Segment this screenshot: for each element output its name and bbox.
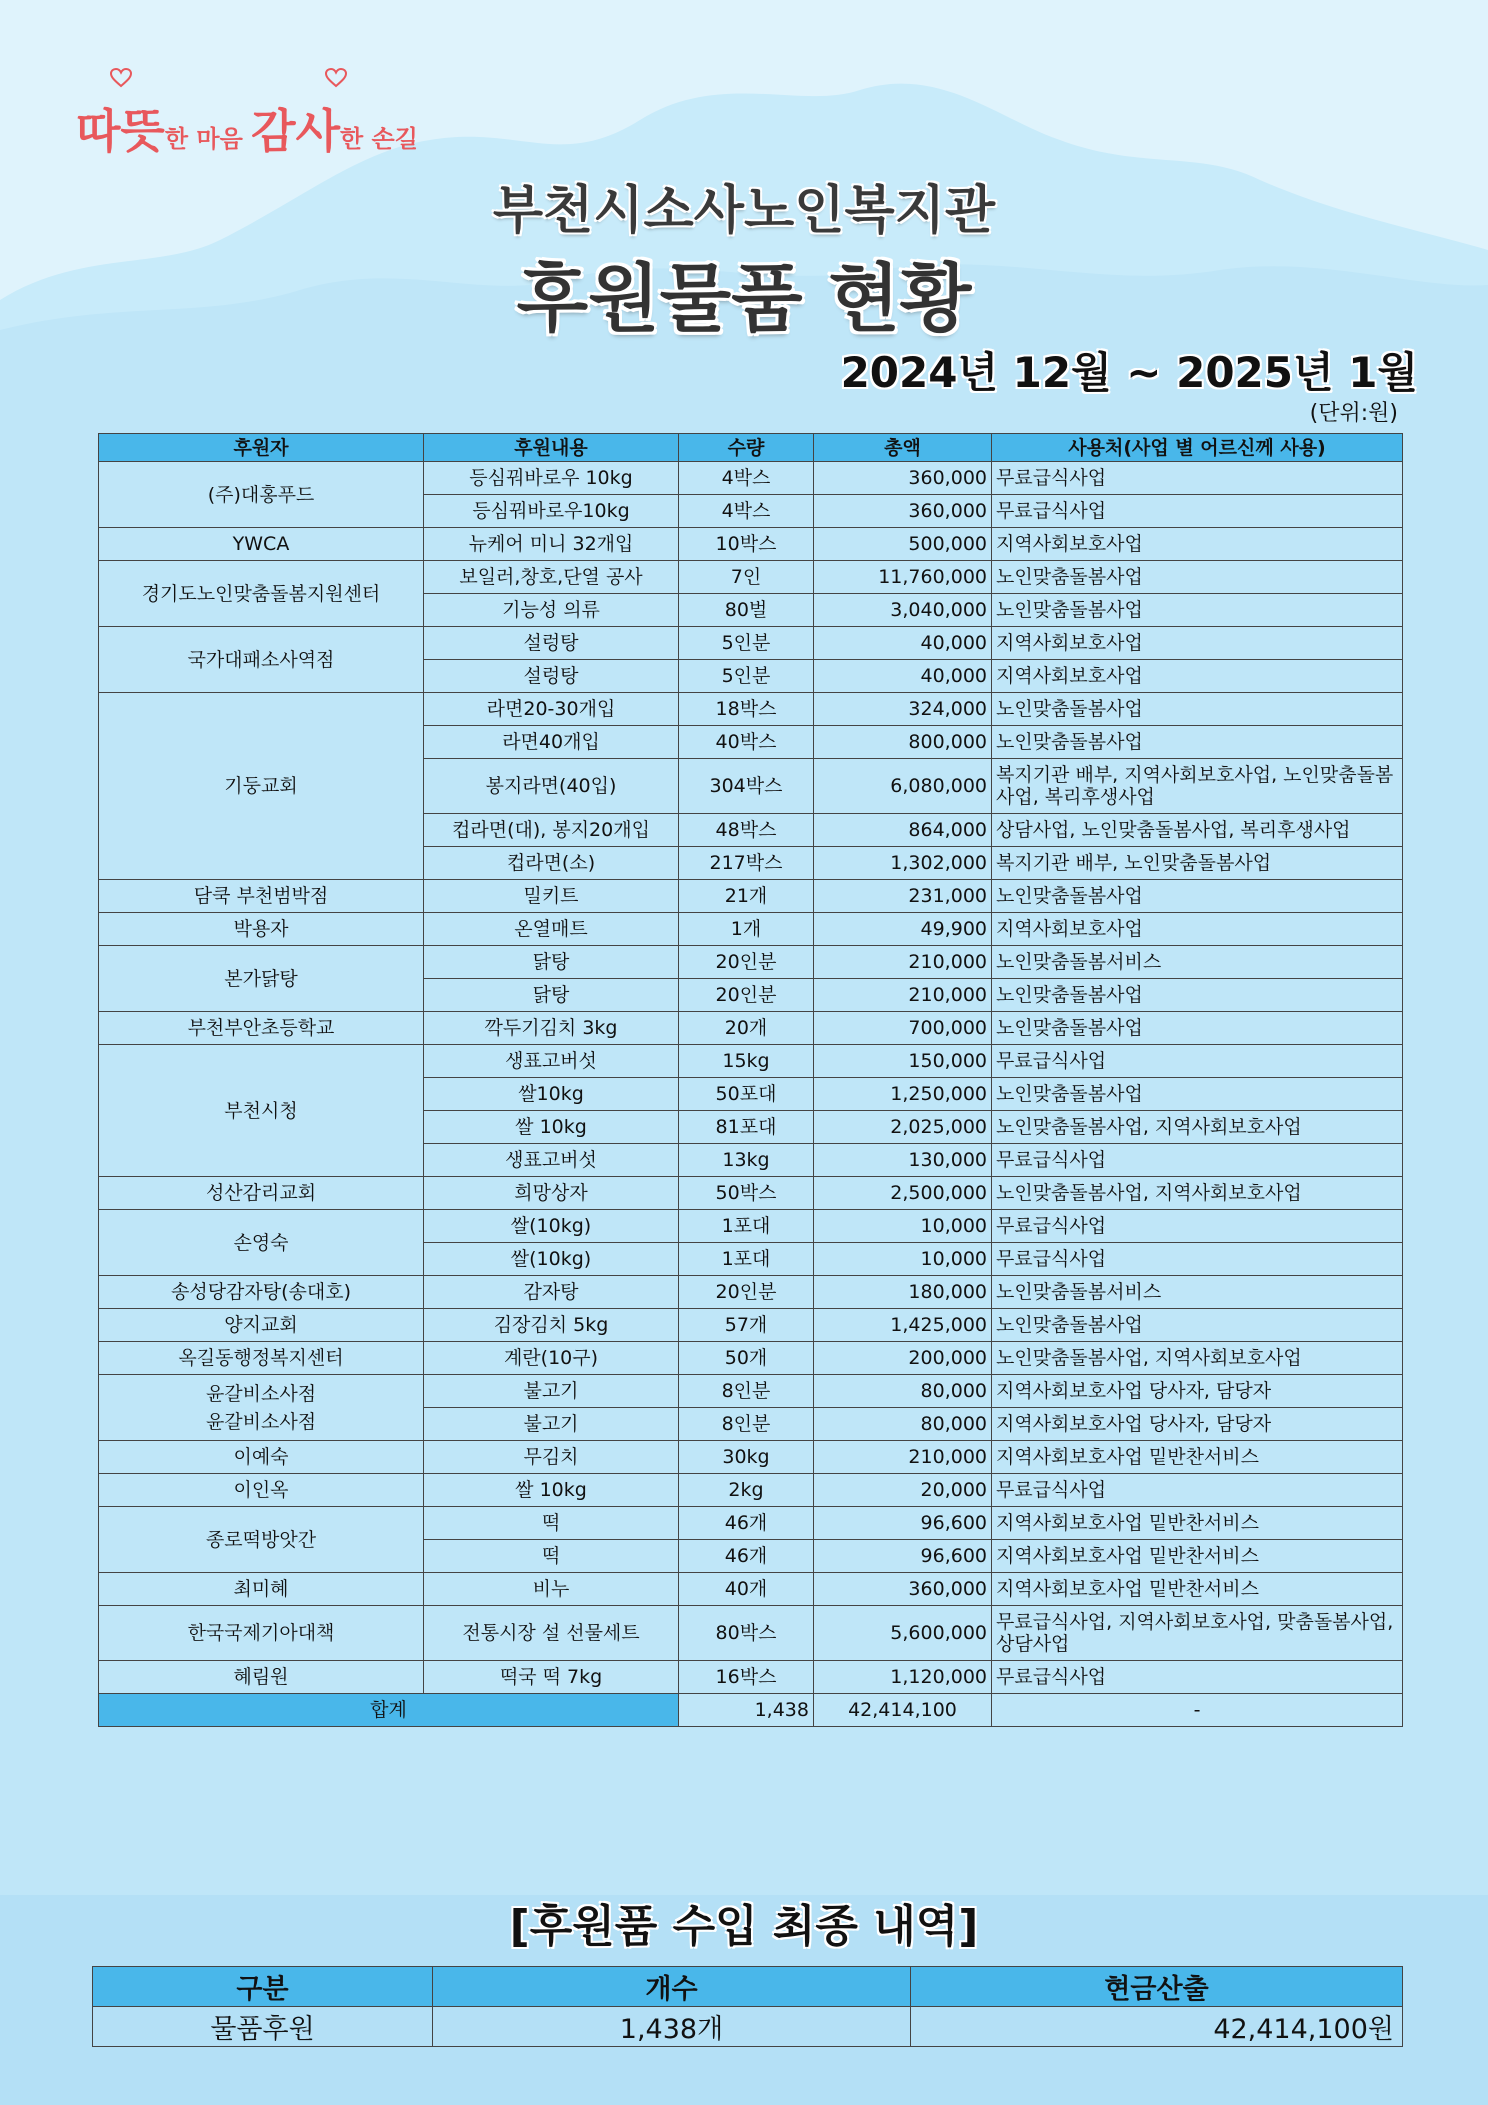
amount-cell: 96,600 bbox=[814, 1540, 992, 1573]
item-cell: 쌀 10kg bbox=[424, 1111, 679, 1144]
quantity-cell: 80박스 bbox=[679, 1606, 814, 1661]
usage-cell: 노인맞춤돌봄사업 bbox=[992, 1309, 1403, 1342]
amount-cell: 360,000 bbox=[814, 495, 992, 528]
amount-cell: 5,600,000 bbox=[814, 1606, 992, 1661]
amount-cell: 2,500,000 bbox=[814, 1177, 992, 1210]
slogan-part1-big: 따뜻 bbox=[76, 104, 165, 158]
quantity-cell: 20개 bbox=[679, 1012, 814, 1045]
amount-cell: 6,080,000 bbox=[814, 759, 992, 814]
donor-cell: 성산감리교회 bbox=[99, 1177, 424, 1210]
quantity-cell: 46개 bbox=[679, 1540, 814, 1573]
item-cell: 생표고버섯 bbox=[424, 1045, 679, 1078]
quantity-cell: 1포대 bbox=[679, 1210, 814, 1243]
summary-count: 1,438개 bbox=[433, 2007, 911, 2047]
amount-cell: 180,000 bbox=[814, 1276, 992, 1309]
donor-cell: 이인옥 bbox=[99, 1474, 424, 1507]
donor-cell: (주)대홍푸드 bbox=[99, 462, 424, 528]
amount-cell: 40,000 bbox=[814, 627, 992, 660]
table-row bbox=[99, 561, 1403, 594]
quantity-cell: 20인분 bbox=[679, 1276, 814, 1309]
table-row bbox=[99, 913, 1403, 946]
item-cell: 생표고버섯 bbox=[424, 1144, 679, 1177]
quantity-cell: 40개 bbox=[679, 1573, 814, 1606]
table-row bbox=[99, 1045, 1403, 1078]
item-cell: 희망상자 bbox=[424, 1177, 679, 1210]
quantity-cell: 1포대 bbox=[679, 1243, 814, 1276]
item-cell: 등심꿔바로우 10kg bbox=[424, 462, 679, 495]
amount-cell: 3,040,000 bbox=[814, 594, 992, 627]
usage-cell: 노인맞춤돌봄사업 bbox=[992, 880, 1403, 913]
donor-cell: 담쿡 부천범박점 bbox=[99, 880, 424, 913]
table-row bbox=[99, 1342, 1403, 1375]
amount-cell: 1,425,000 bbox=[814, 1309, 992, 1342]
amount-cell: 864,000 bbox=[814, 814, 992, 847]
usage-cell: 무료급식사업 bbox=[992, 1144, 1403, 1177]
column-header: 사용처(사업 별 어르신께 사용) bbox=[992, 434, 1403, 462]
usage-cell: 지역사회보호사업 bbox=[992, 627, 1403, 660]
table-row bbox=[99, 528, 1403, 561]
usage-cell: 무료급식사업 bbox=[992, 1661, 1403, 1694]
quantity-cell: 80벌 bbox=[679, 594, 814, 627]
usage-cell: 노인맞춤돌봄사업 bbox=[992, 1078, 1403, 1111]
item-cell: 비누 bbox=[424, 1573, 679, 1606]
quantity-cell: 81포대 bbox=[679, 1111, 814, 1144]
usage-cell: 노인맞춤돌봄사업, 지역사회보호사업 bbox=[992, 1111, 1403, 1144]
slogan-part2-big: 감사 bbox=[251, 104, 341, 158]
donor-cell: 국가대패소사역점 bbox=[99, 627, 424, 693]
quantity-cell: 304박스 bbox=[679, 759, 814, 814]
quantity-cell: 20인분 bbox=[679, 946, 814, 979]
amount-cell: 200,000 bbox=[814, 1342, 992, 1375]
quantity-cell: 20인분 bbox=[679, 979, 814, 1012]
usage-cell: 노인맞춤돌봄서비스 bbox=[992, 946, 1403, 979]
item-cell: 떡국 떡 7kg bbox=[424, 1661, 679, 1694]
donor-name: 윤갈비소사점 bbox=[205, 1410, 317, 1433]
item-cell: 깍두기김치 3kg bbox=[424, 1012, 679, 1045]
column-header: 후원자 bbox=[99, 434, 424, 462]
donor-cell bbox=[99, 1375, 424, 1441]
usage-cell: 지역사회보호사업 밑반찬서비스 bbox=[992, 1441, 1403, 1474]
usage-cell: 무료급식사업 bbox=[992, 495, 1403, 528]
item-cell: 김장김치 5kg bbox=[424, 1309, 679, 1342]
donor-cell: 송성당감자탕(송대호) bbox=[99, 1276, 424, 1309]
period-label: 2024년 12월 ~ 2025년 1월 bbox=[840, 348, 1418, 397]
amount-cell: 11,760,000 bbox=[814, 561, 992, 594]
usage-cell: 노인맞춤돌봄사업 bbox=[992, 1012, 1403, 1045]
item-cell: 닭탕 bbox=[424, 979, 679, 1012]
amount-cell: 360,000 bbox=[814, 462, 992, 495]
quantity-cell: 16박스 bbox=[679, 1661, 814, 1694]
quantity-cell: 21개 bbox=[679, 880, 814, 913]
summary-row bbox=[93, 2007, 1403, 2047]
usage-cell: 무료급식사업 bbox=[992, 1210, 1403, 1243]
usage-cell: 무료급식사업 bbox=[992, 462, 1403, 495]
table-row bbox=[99, 1606, 1403, 1661]
document-title: 후원물품 현황 bbox=[516, 256, 972, 342]
donor-cell: 본가닭탕 bbox=[99, 946, 424, 1012]
quantity-cell: 57개 bbox=[679, 1309, 814, 1342]
slogan-part2-small: 한 손길 bbox=[340, 125, 418, 153]
summary-header-row bbox=[93, 1967, 1403, 2007]
quantity-cell: 46개 bbox=[679, 1507, 814, 1540]
amount-cell: 1,302,000 bbox=[814, 847, 992, 880]
heart-icon bbox=[325, 68, 347, 88]
amount-cell: 324,000 bbox=[814, 693, 992, 726]
usage-cell: 복지기관 배부, 노인맞춤돌봄사업 bbox=[992, 847, 1403, 880]
usage-cell: 지역사회보호사업 bbox=[992, 528, 1403, 561]
usage-cell: 지역사회보호사업 당사자, 담당자 bbox=[992, 1408, 1403, 1441]
amount-cell: 1,250,000 bbox=[814, 1078, 992, 1111]
donor-cell: 부천부안초등학교 bbox=[99, 1012, 424, 1045]
quantity-cell: 4박스 bbox=[679, 462, 814, 495]
summary-cash: 42,414,100원 bbox=[911, 2007, 1403, 2047]
item-cell: 온열매트 bbox=[424, 913, 679, 946]
amount-cell: 80,000 bbox=[814, 1375, 992, 1408]
amount-cell: 150,000 bbox=[814, 1045, 992, 1078]
usage-cell: 상담사업, 노인맞춤돌봄사업, 복리후생사업 bbox=[992, 814, 1403, 847]
item-cell: 불고기 bbox=[424, 1408, 679, 1441]
quantity-cell: 8인분 bbox=[679, 1375, 814, 1408]
quantity-cell: 18박스 bbox=[679, 693, 814, 726]
item-cell: 기능성 의류 bbox=[424, 594, 679, 627]
donor-cell: 부천시청 bbox=[99, 1045, 424, 1177]
slogan-part1-small: 한 마음 bbox=[164, 125, 252, 153]
amount-cell: 10,000 bbox=[814, 1243, 992, 1276]
table-row bbox=[99, 1177, 1403, 1210]
table-row bbox=[99, 462, 1403, 495]
quantity-cell: 13kg bbox=[679, 1144, 814, 1177]
quantity-cell: 217박스 bbox=[679, 847, 814, 880]
summary-table bbox=[92, 1966, 1403, 2047]
summary-title: [후원품 수입 최종 내역] bbox=[509, 1901, 979, 1952]
quantity-cell: 15kg bbox=[679, 1045, 814, 1078]
amount-cell: 1,120,000 bbox=[814, 1661, 992, 1694]
item-cell: 무김치 bbox=[424, 1441, 679, 1474]
item-cell: 등심꿔바로우10kg bbox=[424, 495, 679, 528]
column-header: 수량 bbox=[679, 434, 814, 462]
usage-cell: 지역사회보호사업 밑반찬서비스 bbox=[992, 1540, 1403, 1573]
slogan-logo bbox=[76, 95, 418, 161]
donor-cell: 종로떡방앗간 bbox=[99, 1507, 424, 1573]
item-cell: 계란(10구) bbox=[424, 1342, 679, 1375]
quantity-cell: 40박스 bbox=[679, 726, 814, 759]
usage-cell: 지역사회보호사업 밑반찬서비스 bbox=[992, 1507, 1403, 1540]
amount-cell: 2,025,000 bbox=[814, 1111, 992, 1144]
table-row bbox=[99, 1661, 1403, 1694]
quantity-cell: 5인분 bbox=[679, 660, 814, 693]
total-amount: 42,414,100 bbox=[814, 1694, 992, 1727]
quantity-cell: 48박스 bbox=[679, 814, 814, 847]
total-usage: - bbox=[992, 1694, 1403, 1727]
quantity-cell: 7인 bbox=[679, 561, 814, 594]
amount-cell: 10,000 bbox=[814, 1210, 992, 1243]
table-row bbox=[99, 1441, 1403, 1474]
usage-cell: 지역사회보호사업 bbox=[992, 660, 1403, 693]
amount-cell: 96,600 bbox=[814, 1507, 992, 1540]
table-row bbox=[99, 1573, 1403, 1606]
item-cell: 감자탕 bbox=[424, 1276, 679, 1309]
quantity-cell: 8인분 bbox=[679, 1408, 814, 1441]
amount-cell: 49,900 bbox=[814, 913, 992, 946]
donor-cell: 한국국제기아대책 bbox=[99, 1606, 424, 1661]
table-row bbox=[99, 1012, 1403, 1045]
usage-cell: 무료급식사업 bbox=[992, 1474, 1403, 1507]
summary-type: 물품후원 bbox=[93, 2007, 433, 2047]
usage-cell: 노인맞춤돌봄서비스 bbox=[992, 1276, 1403, 1309]
quantity-cell: 30kg bbox=[679, 1441, 814, 1474]
item-cell: 쌀(10kg) bbox=[424, 1243, 679, 1276]
usage-cell: 복지기관 배부, 지역사회보호사업, 노인맞춤돌봄사업, 복리후생사업 bbox=[992, 759, 1403, 814]
usage-cell: 노인맞춤돌봄사업 bbox=[992, 726, 1403, 759]
item-cell: 밀키트 bbox=[424, 880, 679, 913]
quantity-cell: 50박스 bbox=[679, 1177, 814, 1210]
usage-cell: 지역사회보호사업 밑반찬서비스 bbox=[992, 1573, 1403, 1606]
amount-cell: 800,000 bbox=[814, 726, 992, 759]
column-header: 후원내용 bbox=[424, 434, 679, 462]
donor-cell: 최미혜 bbox=[99, 1573, 424, 1606]
quantity-cell: 50포대 bbox=[679, 1078, 814, 1111]
quantity-cell: 50개 bbox=[679, 1342, 814, 1375]
amount-cell: 210,000 bbox=[814, 946, 992, 979]
donor-cell: 이예숙 bbox=[99, 1441, 424, 1474]
usage-cell: 무료급식사업 bbox=[992, 1243, 1403, 1276]
column-header: 개수 bbox=[433, 1967, 911, 2007]
donor-cell: 박용자 bbox=[99, 913, 424, 946]
item-cell: 보일러,창호,단열 공사 bbox=[424, 561, 679, 594]
item-cell: 쌀 10kg bbox=[424, 1474, 679, 1507]
usage-cell: 노인맞춤돌봄사업 bbox=[992, 594, 1403, 627]
table-row bbox=[99, 1375, 1403, 1408]
donor-cell: 손영숙 bbox=[99, 1210, 424, 1276]
item-cell: 불고기 bbox=[424, 1375, 679, 1408]
item-cell: 라면20-30개입 bbox=[424, 693, 679, 726]
item-cell: 떡 bbox=[424, 1507, 679, 1540]
amount-cell: 40,000 bbox=[814, 660, 992, 693]
org-title: 부천시소사노인복지관 bbox=[492, 181, 996, 241]
donor-cell: YWCA bbox=[99, 528, 424, 561]
quantity-cell: 4박스 bbox=[679, 495, 814, 528]
heart-icon bbox=[110, 68, 132, 88]
table-row bbox=[99, 880, 1403, 913]
unit-note: (단위:원) bbox=[1309, 401, 1398, 426]
item-cell: 설렁탕 bbox=[424, 627, 679, 660]
usage-cell: 무료급식사업 bbox=[992, 1045, 1403, 1078]
donor-cell: 기둥교회 bbox=[99, 693, 424, 880]
table-row bbox=[99, 946, 1403, 979]
amount-cell: 130,000 bbox=[814, 1144, 992, 1177]
donor-cell: 양지교회 bbox=[99, 1309, 424, 1342]
table-row bbox=[99, 1276, 1403, 1309]
total-label: 합계 bbox=[99, 1694, 679, 1727]
donor-cell: 경기도노인맞춤돌봄지원센터 bbox=[99, 561, 424, 627]
amount-cell: 20,000 bbox=[814, 1474, 992, 1507]
quantity-cell: 2kg bbox=[679, 1474, 814, 1507]
table-row bbox=[99, 1474, 1403, 1507]
amount-cell: 360,000 bbox=[814, 1573, 992, 1606]
usage-cell: 무료급식사업, 지역사회보호사업, 맞춤돌봄사업, 상담사업 bbox=[992, 1606, 1403, 1661]
amount-cell: 700,000 bbox=[814, 1012, 992, 1045]
usage-cell: 노인맞춤돌봄사업, 지역사회보호사업 bbox=[992, 1342, 1403, 1375]
donor-cell: 옥길동행정복지센터 bbox=[99, 1342, 424, 1375]
usage-cell: 지역사회보호사업 당사자, 담당자 bbox=[992, 1375, 1403, 1408]
total-quantity: 1,438 bbox=[679, 1694, 814, 1727]
amount-cell: 500,000 bbox=[814, 528, 992, 561]
item-cell: 봉지라면(40입) bbox=[424, 759, 679, 814]
item-cell: 떡 bbox=[424, 1540, 679, 1573]
item-cell: 컵라면(대), 봉지20개입 bbox=[424, 814, 679, 847]
usage-cell: 노인맞춤돌봄사업 bbox=[992, 979, 1403, 1012]
quantity-cell: 1개 bbox=[679, 913, 814, 946]
column-header: 총액 bbox=[814, 434, 992, 462]
table-row bbox=[99, 693, 1403, 726]
donation-table bbox=[98, 433, 1403, 1727]
item-cell: 컵라면(소) bbox=[424, 847, 679, 880]
total-row bbox=[99, 1694, 1403, 1727]
item-cell: 설렁탕 bbox=[424, 660, 679, 693]
amount-cell: 231,000 bbox=[814, 880, 992, 913]
amount-cell: 80,000 bbox=[814, 1408, 992, 1441]
donor-cell: 혜림원 bbox=[99, 1661, 424, 1694]
amount-cell: 210,000 bbox=[814, 1441, 992, 1474]
table-row bbox=[99, 1309, 1403, 1342]
usage-cell: 노인맞춤돌봄사업 bbox=[992, 693, 1403, 726]
column-header: 현금산출 bbox=[911, 1967, 1403, 2007]
table-row bbox=[99, 1210, 1403, 1243]
amount-cell: 210,000 bbox=[814, 979, 992, 1012]
column-header: 구분 bbox=[93, 1967, 433, 2007]
item-cell: 쌀(10kg) bbox=[424, 1210, 679, 1243]
usage-cell: 노인맞춤돌봄사업, 지역사회보호사업 bbox=[992, 1177, 1403, 1210]
usage-cell: 노인맞춤돌봄사업 bbox=[992, 561, 1403, 594]
item-cell: 뉴케어 미니 32개입 bbox=[424, 528, 679, 561]
quantity-cell: 5인분 bbox=[679, 627, 814, 660]
usage-cell: 지역사회보호사업 bbox=[992, 913, 1403, 946]
quantity-cell: 10박스 bbox=[679, 528, 814, 561]
table-header-row bbox=[99, 434, 1403, 462]
table-row bbox=[99, 627, 1403, 660]
item-cell: 전통시장 설 선물세트 bbox=[424, 1606, 679, 1661]
item-cell: 라면40개입 bbox=[424, 726, 679, 759]
item-cell: 쌀10kg bbox=[424, 1078, 679, 1111]
table-row bbox=[99, 1507, 1403, 1540]
item-cell: 닭탕 bbox=[424, 946, 679, 979]
donor-name: 윤갈비소사점 bbox=[205, 1382, 317, 1405]
